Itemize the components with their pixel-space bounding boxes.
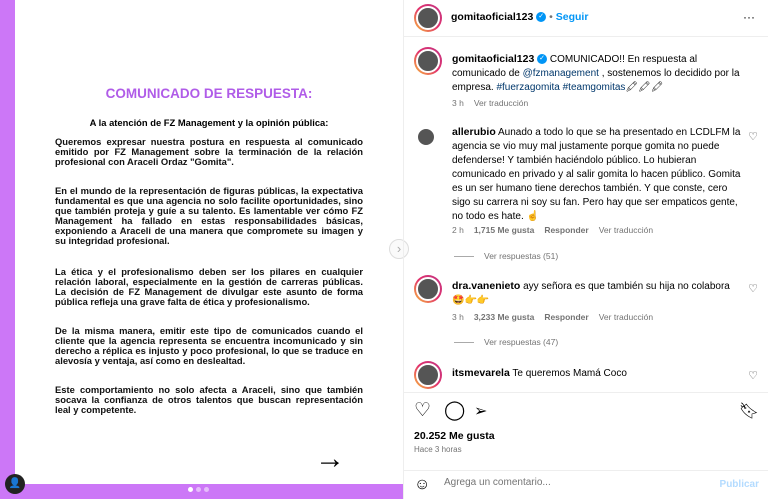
translate-link[interactable]: Ver traducción xyxy=(598,312,654,322)
document-paragraph: De la misma manera, emitir este tipo de comunicados cuando el cliente que la agencia representa se encuentra incomunicado y sin derecho a réplica es injusto y poco profesional, lo que se traduce en alevosía y ventaja, así como en deslealtad. xyxy=(55,325,363,366)
document-title: COMUNICADO DE RESPUESTA: xyxy=(105,86,313,101)
avatar[interactable] xyxy=(414,361,442,389)
like-comment-icon[interactable]: ♡ xyxy=(748,370,758,382)
comment-meta xyxy=(452,225,653,235)
comment-likes[interactable]: 3,233 Me gusta xyxy=(473,312,535,322)
more-options-icon[interactable]: ··· xyxy=(743,10,755,24)
like-comment-icon[interactable]: ♡ xyxy=(748,131,758,143)
action-bar xyxy=(404,392,768,470)
avatar[interactable] xyxy=(414,47,442,75)
follow-button[interactable]: Seguir xyxy=(555,11,589,23)
comment-likes[interactable]: 1,715 Me gusta xyxy=(473,225,535,235)
carousel-dot xyxy=(196,487,201,492)
header-username[interactable]: gomitaoficial123 xyxy=(451,11,534,23)
document-paragraph: Este comportamiento no solo afecta a Araceli, sino que también socava la confianza de otros talentos que buscan representación leal y competente. xyxy=(55,384,363,415)
view-replies-label: Ver respuestas (51) xyxy=(484,251,559,261)
caption-time: 3 h xyxy=(452,98,464,108)
post-panel xyxy=(403,0,768,499)
caption-username[interactable]: gomitaoficial123 xyxy=(452,53,535,65)
comment-username[interactable]: itsmevarela xyxy=(452,367,510,379)
avatar[interactable] xyxy=(414,4,442,32)
comment xyxy=(452,366,742,381)
like-count[interactable]: 20.252 Me gusta xyxy=(414,430,495,442)
comment xyxy=(452,125,742,224)
view-replies-button[interactable] xyxy=(454,337,558,347)
caption-text: COMUNICADO!! En respuesta al comunicado de xyxy=(452,54,698,79)
share-icon[interactable]: ➢ xyxy=(474,403,488,420)
view-replies-label: Ver respuestas (47) xyxy=(484,337,559,347)
comment-time: 3 h xyxy=(452,312,464,322)
comment-meta xyxy=(452,312,653,322)
separator: • xyxy=(549,11,553,23)
post-time: Hace 3 horas xyxy=(414,445,462,454)
document-subtitle: A la atención de FZ Management y la opinión pública: xyxy=(89,117,329,128)
caption-text: , sostenemos lo decidido por la empresa. xyxy=(452,68,740,93)
post-header xyxy=(404,0,768,37)
carousel-dots xyxy=(188,487,209,492)
comment-text: Aunado a todo lo que se ha presentado en LCDLFM la agencia se vio muy mal justamente porque gomita no puede defenderse! Y también haciéndolo público. Lo hubieran comunicado en privado y al salir gomita lo hacen público. Gomita es un ser humano tiene derechos también. Y que conste, cero sigo su carrera ni soy su fan. Pero hay que ser empaticos gente, no todo es hate. ☝ xyxy=(452,127,741,222)
arrow-right-icon: → xyxy=(315,442,345,475)
reply-button[interactable]: Responder xyxy=(544,225,589,235)
comment-icon[interactable]: ◯ xyxy=(444,400,466,421)
comment-input[interactable] xyxy=(444,477,704,488)
next-slide-button[interactable]: › xyxy=(389,239,409,259)
comment xyxy=(452,279,742,308)
verified-icon: ✓ xyxy=(536,12,546,22)
verified-icon: ✓ xyxy=(537,54,547,64)
statement-document xyxy=(15,0,403,484)
comment-text: ayy señora es que también su hija no colabora 🤩👉👉 xyxy=(452,281,730,306)
tagged-users-icon[interactable]: 👤 xyxy=(5,474,25,494)
like-comment-icon[interactable]: ♡ xyxy=(748,283,758,295)
publish-button[interactable]: Publicar xyxy=(719,479,759,490)
comment-text: Te queremos Mamá Coco xyxy=(512,368,627,379)
comment-time: 2 h xyxy=(452,225,464,235)
document-paragraph: Queremos expresar nuestra postura en respuesta al comunicado emitido por FZ Management sobre la terminación de la relación profesional con Araceli Ordaz "Gomita". xyxy=(55,136,363,167)
caption xyxy=(452,52,742,95)
carousel-dot xyxy=(188,487,193,492)
carousel-dot xyxy=(204,487,209,492)
translate-link[interactable]: Ver traducción xyxy=(473,98,529,108)
caption-emoji: 🖍🖍🖍 xyxy=(625,82,664,93)
document-paragraph: La ética y el profesionalismo deben ser los pilares en cualquier relación laboral, especialmente en la gestión de carreras públicas. La decisión de FZ Management de divulgar este asunto de forma pública refleja una grave falta de ética y profesionalismo. xyxy=(55,266,363,307)
reply-button[interactable]: Responder xyxy=(544,312,589,322)
like-icon[interactable]: ♡ xyxy=(414,400,432,421)
document-paragraph: En el mundo de la representación de figuras públicas, la expectativa fundamental es que una agencia no solo facilite oportunidades, sino que también proteja y guíe a su talento. Es lamentable ver cómo FZ Management ha fallado en estas responsabilidades básicas, exponiendo a Araceli de una manera que compromete su imagen y su integridad profesional. xyxy=(55,185,363,246)
hashtag-links[interactable]: #fuerzagomita #teamgomitas xyxy=(496,82,626,93)
mention-link[interactable]: @fzmanagement xyxy=(522,68,599,79)
translate-link[interactable]: Ver traducción xyxy=(598,225,654,235)
emoji-icon[interactable]: ☺ xyxy=(414,476,431,493)
comment-username[interactable]: dra.vanenieto xyxy=(452,280,521,292)
comment-username[interactable]: allerubio xyxy=(452,126,496,138)
avatar[interactable] xyxy=(414,125,438,149)
comment-bar xyxy=(404,470,768,499)
avatar[interactable] xyxy=(414,275,442,303)
save-icon[interactable]: 🔖︎ xyxy=(738,403,759,420)
view-replies-button[interactable] xyxy=(454,251,558,261)
caption-meta xyxy=(452,98,528,108)
